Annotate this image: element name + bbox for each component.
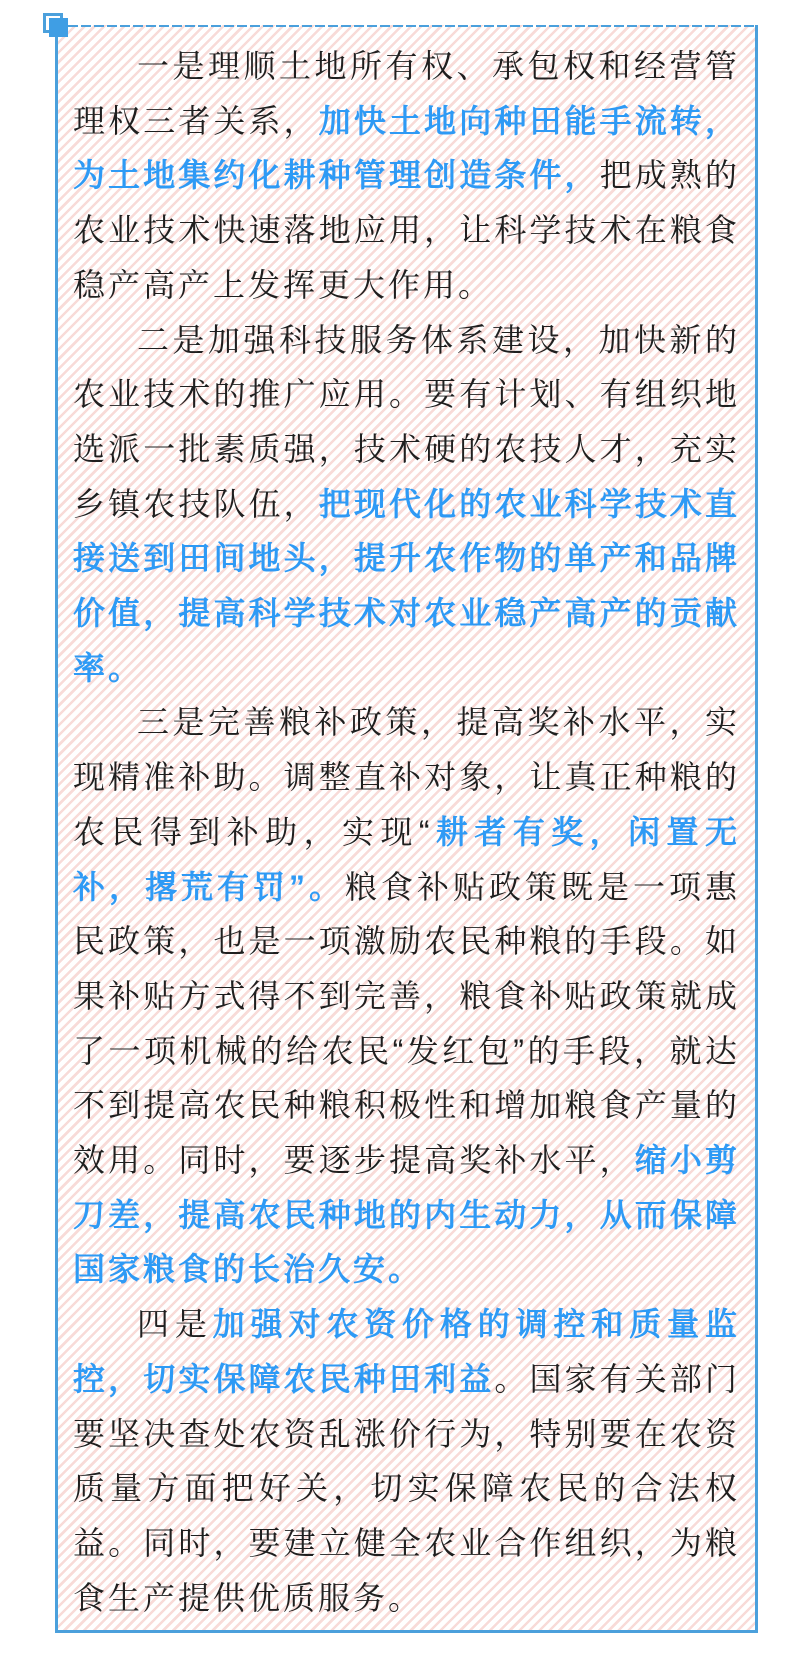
highlighted-text-segment: 加强对农资价格的调控和质量监控，切实保障农民种田利益 <box>73 1306 740 1397</box>
content-card <box>55 25 758 1633</box>
text-segment: 四是 <box>137 1306 213 1343</box>
article-body <box>58 25 755 1630</box>
paragraph <box>73 39 740 313</box>
paragraph <box>73 313 740 696</box>
highlighted-text-segment: 耕者有奖，闲置无补，撂荒有罚”。 <box>73 813 740 905</box>
highlighted-text-segment: 把现代化的农业科学技术直接送到田间地头，提升农作物的单产和品牌价值，提高科学技术对农业稳产高产的贡献率。 <box>73 485 740 686</box>
paragraph <box>73 1297 740 1625</box>
text-segment: 。国家有关部门要坚决查处农资乱涨价行为，特别要在农资质量方面把好关，切实保障农民的合法权益。同时，要建立健全农业合作组织，为粮食生产提供优质服务。 <box>73 1360 740 1616</box>
highlighted-text-segment: 缩小剪刀差，提高农民种地的内生动力，从而保障国家粮食的长治久安。 <box>73 1142 740 1288</box>
text-segment: 三是完善粮补政策，提高奖补水平，实现精准补助。调整直补对象，让真正种粮的农民得到补助，实现“ <box>73 704 740 850</box>
paragraph <box>73 695 740 1297</box>
highlighted-text-segment: 加快土地向种田能手流转，为土地集约化耕种管理创造条件， <box>73 102 740 194</box>
text-segment: 粮食补贴政策既是一项惠民政策，也是一项激励农民种粮的手段。如果补贴方式得不到完善，粮食补贴政策就成了一项机械的给农民“发红包”的手段，就达不到提高农民种粮积极性和增加粮食产量的效用。同时，要逐步提高奖补水平， <box>73 868 740 1179</box>
text-segment: 二是加强科技服务体系建设，加快新的农业技术的推广应用。要有计划、有组织地选派一批素质强，技术硬的农技人才，充实乡镇农技队伍， <box>73 321 740 522</box>
text-segment: 把成熟的农业技术快速落地应用，让科学技术在粮食稳产高产上发挥更大作用。 <box>73 157 740 303</box>
text-segment: 一是理顺土地所有权、承包权和经营管理权三者关系， <box>73 48 740 139</box>
